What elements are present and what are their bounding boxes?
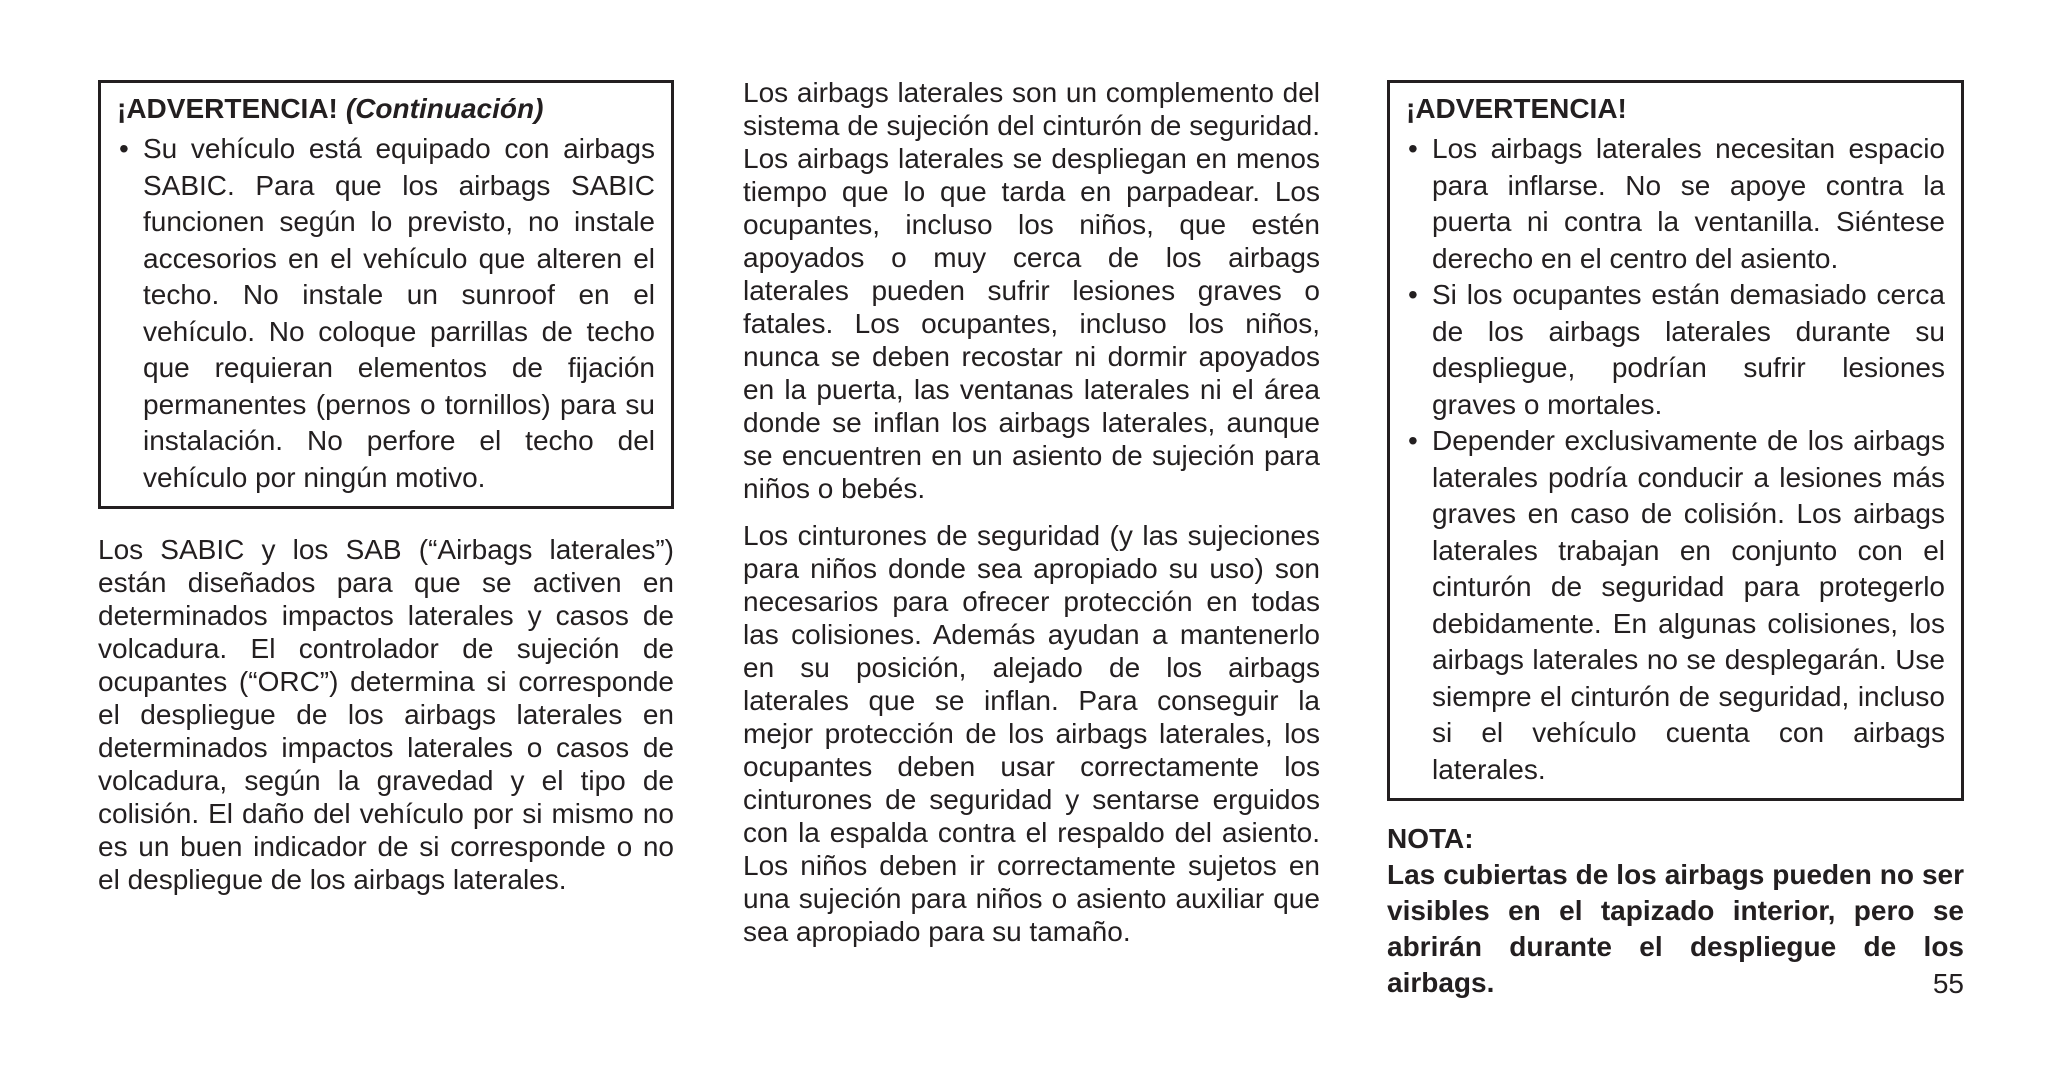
- warning-item: [1406, 131, 1945, 277]
- warning-item: [1406, 423, 1945, 788]
- right-column: [1387, 0, 1964, 1001]
- page-number: 55: [1932, 968, 1964, 999]
- warning-item-text: Su vehículo está equipado con airbags SABIC. Para que los airbags SABIC funcionen según lo previsto, no instale accesorios en el vehículo que alteren el techo. No instale un sunroof en el vehículo. No coloque parrillas de techo que requieran elementos de fijación permanentes (pernos o tornillos) para su instalación. No perfore el techo del vehículo por ningún motivo.: [143, 133, 655, 493]
- warning-title: ¡ADVERTENCIA!: [1406, 93, 1627, 124]
- note-title: NOTA:: [1387, 823, 1474, 854]
- side-airbags-paragraph: Los airbags laterales son un complemento del sistema de sujeción del cinturón de seguridad. Los airbags laterales se despliegan en menos tiempo que lo que tarda en parpadear. Los ocupantes, incluso los niños, que estén apoyados o muy cerca de los airbags laterales pueden sufrir lesiones graves o fatales. Los ocupantes, incluso los niños, nunca se deben recostar ni dormir apoyados en la puerta, las ventanas laterales ni el área donde se inflan los airbags laterales, aunque se encuentren en un asiento de sujeción para niños o bebés.: [743, 77, 1320, 504]
- warning-item-text: Si los ocupantes están demasiado cerca de los airbags laterales durante su despliegue, podrían sufrir lesiones graves o mortales.: [1432, 279, 1945, 420]
- warning-title: [117, 91, 655, 127]
- seatbelts-paragraph: Los cinturones de seguridad (y las sujeciones para niños donde sea apropiado su uso) son necesarios para ofrecer protección en todas las colisiones. Además ayudan a mantenerlo en su posición, alejado de los airbags laterales que se inflan. Para conseguir la mejor protección de los airbags laterales, los ocupantes deben usar correctamente los cinturones de seguridad y sentarse erguidos con la espalda contra el respaldo del asiento. Los niños deben ir correctamente sujetos en una sujeción para niños o asiento auxiliar que sea apropiado para su tamaño.: [743, 520, 1320, 947]
- warning-list: [117, 131, 655, 496]
- warning-item: [117, 131, 655, 496]
- warning-box: [1387, 80, 1964, 801]
- warning-continuation: (Continuación): [345, 93, 544, 124]
- warning-item-text: Los airbags laterales necesitan espacio para inflarse. No se apoye contra la puerta ni contra la ventanilla. Siéntese derecho en el centro del asiento.: [1432, 133, 1945, 274]
- warning-item-text: Depender exclusivamente de los airbags laterales podría conducir a lesiones más graves en caso de colisión. Los airbags laterales trabajan en conjunto con el cinturón de seguridad para protegerlo debidamente. En algunas colisiones, los airbags laterales no se desplegarán. Use siempre el cinturón de seguridad, incluso si el vehículo cuenta con airbags laterales.: [1432, 425, 1945, 785]
- warning-box-continuation: [98, 80, 674, 509]
- note-text: Las cubiertas de los airbags pueden no ser visibles en el tapizado interior, pero se abrirán durante el despliegue de los airbags.: [1387, 859, 1964, 998]
- warning-item: [1406, 277, 1945, 423]
- airbag-activation-paragraph: Los SABIC y los SAB (“Airbags laterales”) están diseñados para que se activen en determinados impactos laterales y casos de volcadura. El controlador de sujeción de ocupantes (“ORC”) determina si corresponde el despliegue de los airbags laterales en determinados impactos laterales o casos de volcadura, según la gravedad y el tipo de colisión. El daño del vehículo por si mismo no es un buen indicador de si corresponde o no el despliegue de los airbags laterales.: [98, 534, 674, 895]
- left-column: [98, 0, 674, 896]
- warning-title-text: ¡ADVERTENCIA!: [117, 93, 338, 124]
- middle-column: [743, 76, 1320, 948]
- warning-list: [1406, 131, 1945, 788]
